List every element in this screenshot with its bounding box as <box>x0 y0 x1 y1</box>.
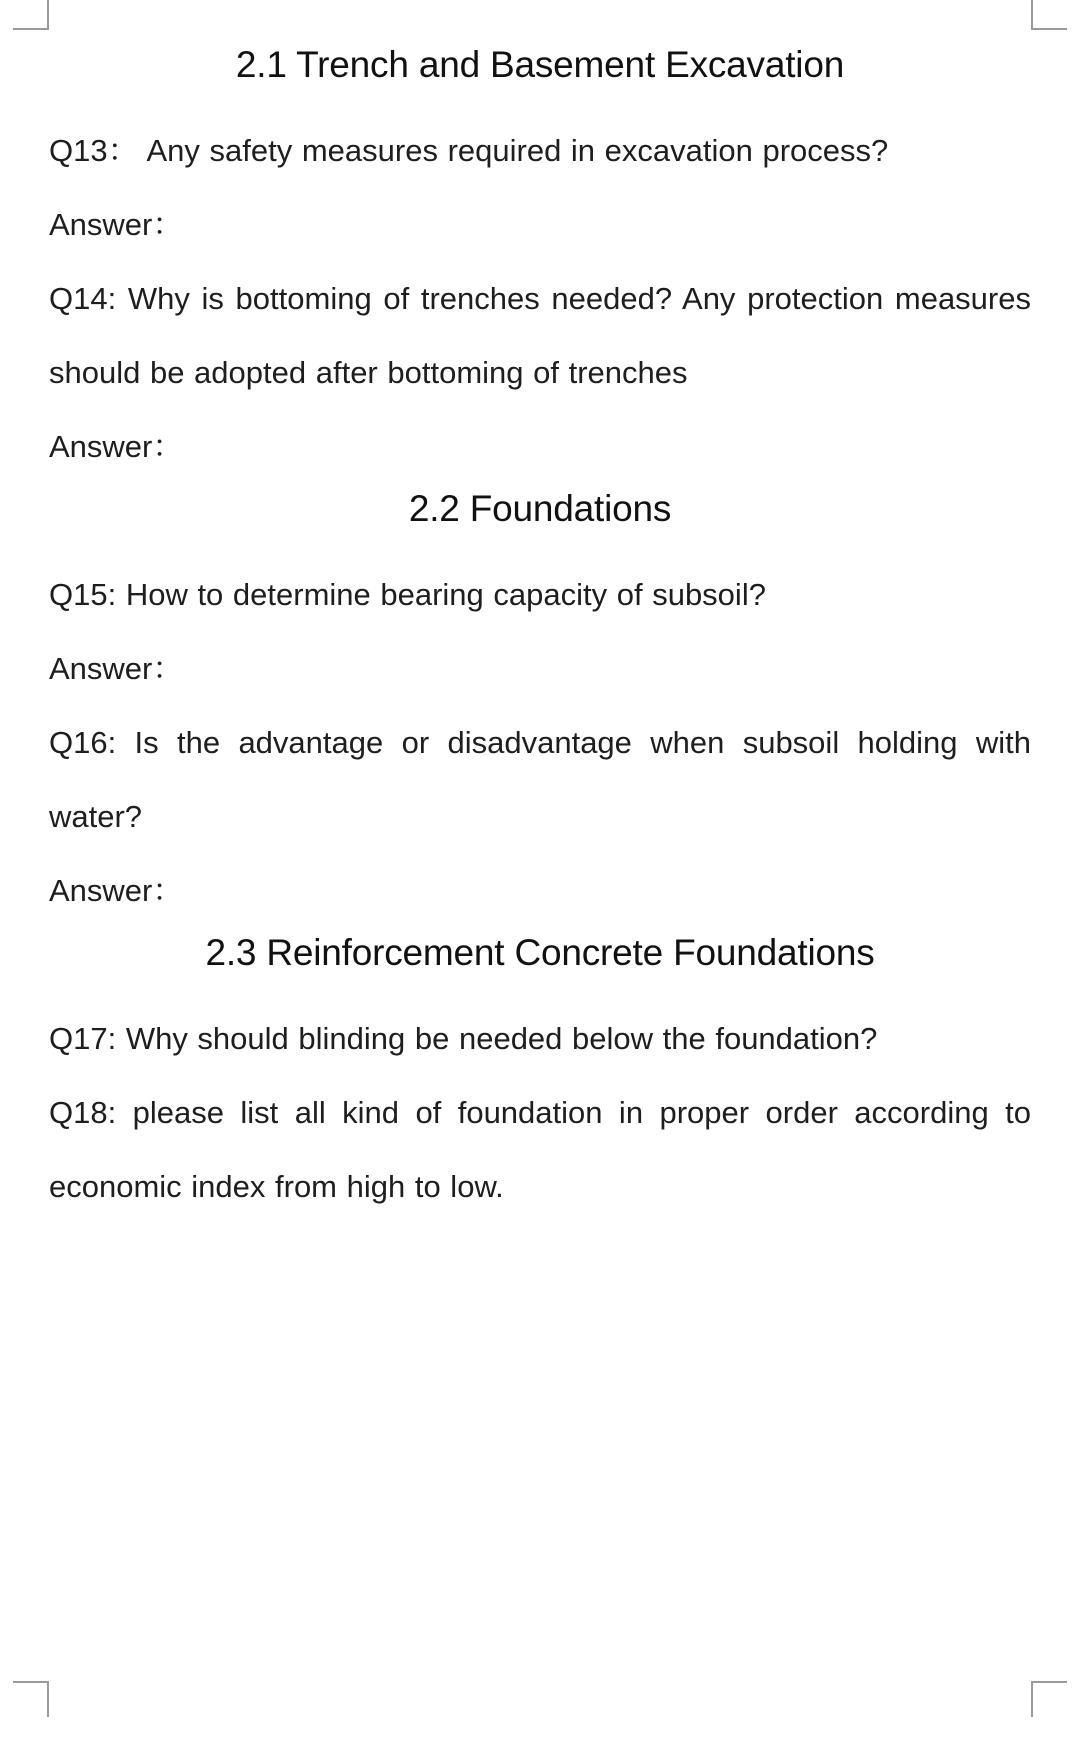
document-content <box>49 40 1031 1224</box>
question-q17: Q17: Why should blinding be needed below the foundation? <box>49 1021 878 1056</box>
question-q14: Q14: Why is bottoming of trenches needed? Any protection measures should be adopted after bottoming of trenches <box>49 281 1031 390</box>
question-q15: Q15: How to determine bearing capacity of subsoil? <box>49 577 766 612</box>
crop-mark-bottom-right <box>1031 1681 1067 1717</box>
question-q18: Q18: please list all kind of foundation in proper order according to economic index from high to low. <box>49 1095 1031 1204</box>
crop-mark-bottom-left <box>13 1681 49 1717</box>
crop-mark-top-left <box>13 0 49 30</box>
question-q16: Q16: Is the advantage or disadvantage when subsoil holding with water? <box>49 725 1031 834</box>
crop-mark-top-right <box>1031 0 1067 30</box>
answer-q15: Answer： <box>49 651 184 686</box>
answer-q16: Answer： <box>49 873 184 908</box>
question-q13: Q13： Any safety measures required in excavation process? <box>49 133 889 168</box>
section-heading-2-1: 2.1 Trench and Basement Excavation <box>235 44 845 85</box>
section-heading-2-3: 2.3 Reinforcement Concrete Foundations <box>205 932 875 973</box>
section-heading-2-2: 2.2 Foundations <box>408 488 672 529</box>
answer-q13: Answer： <box>49 207 184 242</box>
answer-q14: Answer： <box>49 429 184 464</box>
